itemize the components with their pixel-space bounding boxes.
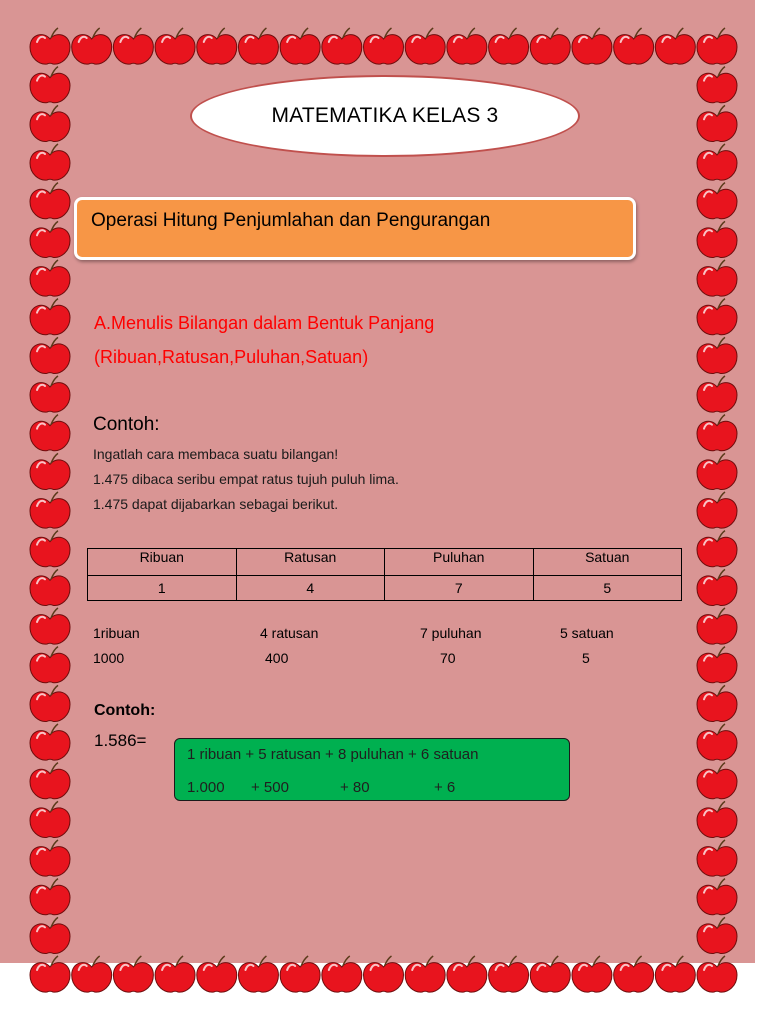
apple-icon [113,28,153,64]
apple-icon [30,647,70,683]
table-header-cell: Puluhan [385,549,534,576]
apple-icon [614,28,654,64]
apple-icon [238,28,278,64]
apple-icon [30,917,70,953]
apple-icon [697,28,737,64]
expansion-number: 70 [440,650,456,666]
apple-icon [113,956,153,992]
apple-icon [364,28,404,64]
apple-icon [197,956,237,992]
apple-icon [30,685,70,721]
table-header-cell: Ratusan [236,549,385,576]
apple-icon [30,531,70,567]
apple-icon [697,956,737,992]
apple-icon [30,492,70,528]
apple-icon [30,105,70,141]
apple-icon [697,260,737,296]
apple-icon [489,28,529,64]
expansion-box-line1: 1 ribuan + 5 ratusan + 8 puluhan + 6 satuan [187,746,479,763]
apple-icon [72,956,112,992]
apple-icon [697,453,737,489]
expansion-label: 1ribuan [93,625,140,641]
topic-title: Operasi Hitung Penjumlahan dan Pengurangan [91,210,491,231]
apple-icon [238,956,278,992]
example2-label: Contoh: [94,702,156,719]
table-row [88,576,682,601]
note-line-1: Ingatlah cara membaca suatu bilangan! [93,446,339,462]
apple-icon [697,376,737,412]
title-oval [190,75,580,157]
apple-icon [30,28,70,64]
apple-icon [697,105,737,141]
apple-icon [322,28,362,64]
apple-icon [697,531,737,567]
expansion-box-term: + 80 [340,779,370,796]
apple-icon [697,801,737,837]
apple-icon [697,724,737,760]
table-cell: 4 [236,576,385,601]
apple-icon [655,956,695,992]
apple-icon [697,492,737,528]
apple-icon [30,724,70,760]
apple-icon [530,28,570,64]
apple-icon [280,28,320,64]
note-line-3: 1.475 dapat dijabarkan sebagai berikut. [93,496,339,512]
apple-icon [30,569,70,605]
expansion-label: 5 satuan [560,625,614,641]
apple-icon [322,956,362,992]
page-title: MATEMATIKA KELAS 3 [271,104,499,127]
apple-icon [697,840,737,876]
apple-icon [30,840,70,876]
apple-icon [697,647,737,683]
apple-icon [697,299,737,335]
topic-box [74,197,636,260]
apple-icon [30,956,70,992]
apple-icon [30,376,70,412]
apple-icon [697,569,737,605]
expansion-box-term: + 6 [434,779,456,796]
apple-icon [30,337,70,373]
apple-icon [697,183,737,219]
expansion-label: 4 ratusan [260,625,319,641]
apple-icon [30,415,70,451]
example-label: Contoh: [93,414,160,435]
note-line-2: 1.475 dibaca seribu empat ratus tujuh puluh lima. [93,471,399,487]
apple-icon [364,956,404,992]
apple-icon [530,956,570,992]
apple-icon [447,28,487,64]
apple-icon [697,879,737,915]
apple-icon [489,956,529,992]
apple-icon [30,299,70,335]
apple-icon [655,28,695,64]
expansion-number: 1000 [93,650,125,666]
apple-icon [697,221,737,257]
table-cell: 7 [385,576,534,601]
apple-icon [697,67,737,103]
apple-icon [30,260,70,296]
apple-icon [572,956,612,992]
apple-icon [197,28,237,64]
table-header-cell: Ribuan [88,549,237,576]
apple-icon [155,28,195,64]
apple-icon [72,28,112,64]
expansion-number: 5 [582,650,590,666]
apple-icon [697,685,737,721]
apple-icon [30,879,70,915]
apple-icon [30,67,70,103]
apple-icon [614,956,654,992]
apple-icon [280,956,320,992]
apple-icon [30,221,70,257]
place-value-table [87,548,682,601]
expansion-label: 7 puluhan [420,625,482,641]
expansion-box-term: 1.000 [187,779,225,796]
expansion-box-term: + 500 [251,779,289,796]
apple-icon [697,337,737,373]
example2-number: 1.586= [94,731,147,750]
apple-icon [30,183,70,219]
apple-icon [30,144,70,180]
table-header-row [88,549,682,576]
apple-icon [697,917,737,953]
apple-icon [572,28,612,64]
apple-icon [30,763,70,799]
apple-icon [155,956,195,992]
apple-icon [405,28,445,64]
table-cell: 1 [88,576,237,601]
section-heading-line1: A.Menulis Bilangan dalam Bentuk Panjang [94,313,435,333]
table-cell: 5 [533,576,682,601]
apple-icon [697,415,737,451]
apple-icon [697,608,737,644]
section-heading-line2: (Ribuan,Ratusan,Puluhan,Satuan) [94,347,369,367]
apple-icon [447,956,487,992]
apple-icon [30,801,70,837]
apple-icon [30,453,70,489]
apple-icon [697,144,737,180]
apple-icon [697,763,737,799]
apple-icon [30,608,70,644]
table-header-cell: Satuan [533,549,682,576]
apple-icon [405,956,445,992]
expansion-number: 400 [265,650,289,666]
expansion-box [174,738,570,801]
